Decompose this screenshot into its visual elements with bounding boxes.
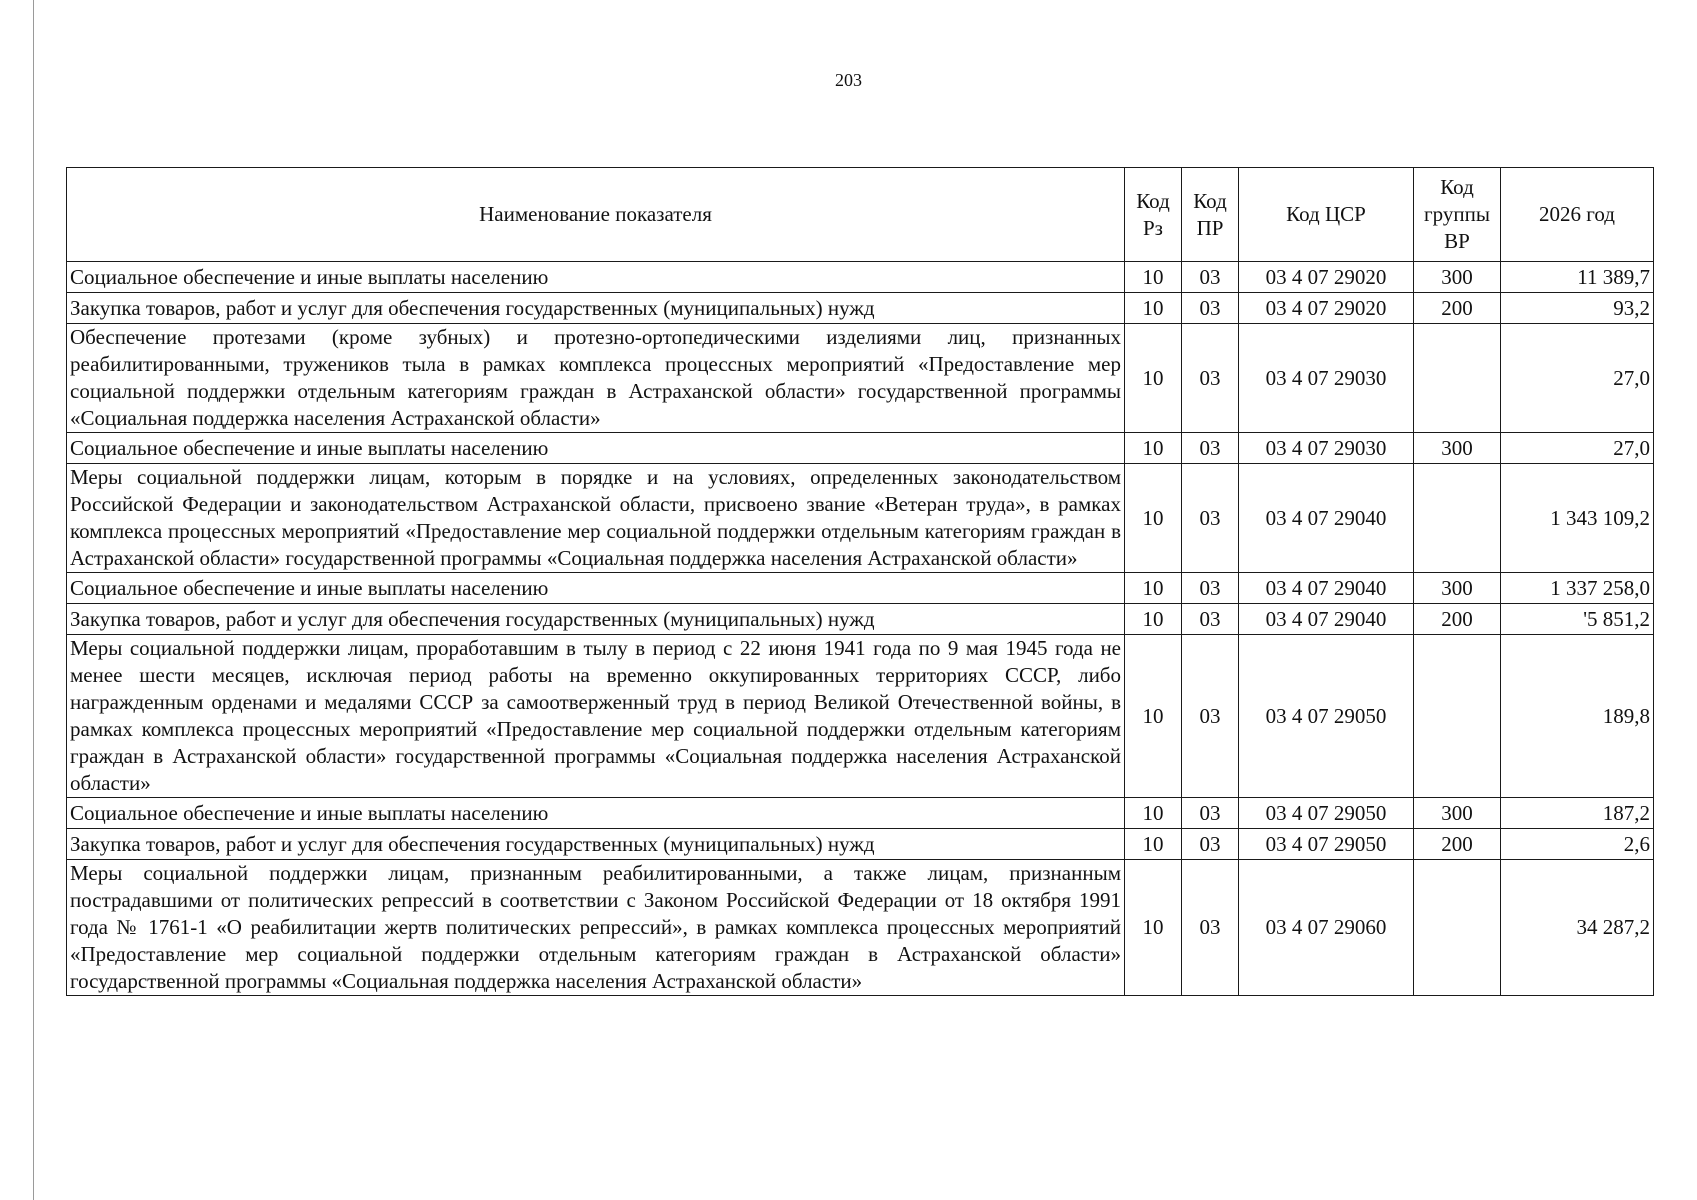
cell-name: Социальное обеспечение и иные выплаты населению (67, 262, 1125, 293)
cell-name: Меры социальной поддержки лицам, которым в порядке и на условиях, определенных законодательством Российской Федерации и законодательством Астраханской области, присвоено звание «Ветеран труда», в рамках комплекса процессных мероприятий «Предоставление мер социальной поддержки отдельным категориям граждан в Астраханской области» государственной программы «Социальная поддержка населения Астраханской области» (67, 464, 1125, 573)
cell-rz: 10 (1125, 635, 1182, 798)
table-row (67, 860, 1654, 996)
cell-amount: 27,0 (1501, 433, 1654, 464)
cell-name: Закупка товаров, работ и услуг для обеспечения государственных (муниципальных) нужд (67, 829, 1125, 860)
cell-vr: 200 (1414, 829, 1501, 860)
cell-name: Социальное обеспечение и иные выплаты населению (67, 798, 1125, 829)
cell-rz: 10 (1125, 860, 1182, 996)
table-row (67, 464, 1654, 573)
cell-amount: 34 287,2 (1501, 860, 1654, 996)
table-row (67, 635, 1654, 798)
table-row (67, 293, 1654, 324)
page-number: 203 (835, 70, 862, 90)
cell-csr: 03 4 07 29020 (1239, 293, 1414, 324)
header-name: Наименование показателя (67, 168, 1125, 262)
cell-rz: 10 (1125, 604, 1182, 635)
table-row (67, 798, 1654, 829)
cell-vr: 300 (1414, 262, 1501, 293)
table-row (67, 324, 1654, 433)
header-vr: Код группы ВР (1414, 168, 1501, 262)
table-row (67, 604, 1654, 635)
cell-csr: 03 4 07 29050 (1239, 635, 1414, 798)
header-csr: Код ЦСР (1239, 168, 1414, 262)
cell-pr: 03 (1182, 635, 1239, 798)
cell-pr: 03 (1182, 324, 1239, 433)
scan-margin-line (33, 0, 34, 1200)
cell-pr: 03 (1182, 604, 1239, 635)
cell-vr (1414, 635, 1501, 798)
cell-name: Закупка товаров, работ и услуг для обеспечения государственных (муниципальных) нужд (67, 604, 1125, 635)
cell-rz: 10 (1125, 324, 1182, 433)
table-row (67, 573, 1654, 604)
table-header-row (67, 168, 1654, 262)
cell-csr: 03 4 07 29050 (1239, 798, 1414, 829)
cell-amount: 27,0 (1501, 324, 1654, 433)
table-row (67, 829, 1654, 860)
cell-pr: 03 (1182, 464, 1239, 573)
cell-name: Социальное обеспечение и иные выплаты населению (67, 433, 1125, 464)
cell-rz: 10 (1125, 573, 1182, 604)
cell-amount: 189,8 (1501, 635, 1654, 798)
cell-name: Обеспечение протезами (кроме зубных) и протезно-ортопедическими изделиями лиц, признанных реабилитированными, тружеников тыла в рамках комплекса процессных мероприятий «Предоставление мер социальной поддержки отдельным категориям граждан в Астраханской области» государственной программы «Социальная поддержка населения Астраханской области» (67, 324, 1125, 433)
cell-amount: 2,6 (1501, 829, 1654, 860)
cell-csr: 03 4 07 29020 (1239, 262, 1414, 293)
cell-pr: 03 (1182, 262, 1239, 293)
cell-pr: 03 (1182, 860, 1239, 996)
cell-csr: 03 4 07 29040 (1239, 464, 1414, 573)
cell-rz: 10 (1125, 262, 1182, 293)
cell-pr: 03 (1182, 573, 1239, 604)
cell-vr: 200 (1414, 293, 1501, 324)
header-pr: Код ПР (1182, 168, 1239, 262)
header-rz: Код Рз (1125, 168, 1182, 262)
cell-vr (1414, 464, 1501, 573)
cell-amount: '5 851,2 (1501, 604, 1654, 635)
cell-vr: 300 (1414, 573, 1501, 604)
cell-name: Меры социальной поддержки лицам, признанным реабилитированными, а также лицам, признанным пострадавшими от политических репрессий в соответствии с Законом Российской Федерации от 18 октября 1991 года № 1761-1 «О реабилитации жертв политических репрессий», в рамках комплекса процессных мероприятий «Предоставление мер социальной поддержки отдельным категориям граждан в Астраханской области» государственной программы «Социальная поддержка населения Астраханской области» (67, 860, 1125, 996)
cell-name: Закупка товаров, работ и услуг для обеспечения государственных (муниципальных) нужд (67, 293, 1125, 324)
header-year: 2026 год (1501, 168, 1654, 262)
cell-csr: 03 4 07 29040 (1239, 573, 1414, 604)
cell-vr: 300 (1414, 433, 1501, 464)
cell-amount: 1 343 109,2 (1501, 464, 1654, 573)
cell-csr: 03 4 07 29050 (1239, 829, 1414, 860)
cell-csr: 03 4 07 29040 (1239, 604, 1414, 635)
cell-amount: 11 389,7 (1501, 262, 1654, 293)
cell-amount: 187,2 (1501, 798, 1654, 829)
cell-pr: 03 (1182, 798, 1239, 829)
cell-rz: 10 (1125, 798, 1182, 829)
table-row (67, 262, 1654, 293)
cell-rz: 10 (1125, 829, 1182, 860)
cell-vr: 300 (1414, 798, 1501, 829)
cell-csr: 03 4 07 29030 (1239, 433, 1414, 464)
cell-pr: 03 (1182, 433, 1239, 464)
cell-rz: 10 (1125, 293, 1182, 324)
cell-amount: 1 337 258,0 (1501, 573, 1654, 604)
cell-vr (1414, 324, 1501, 433)
cell-pr: 03 (1182, 829, 1239, 860)
cell-name: Социальное обеспечение и иные выплаты населению (67, 573, 1125, 604)
cell-vr (1414, 860, 1501, 996)
cell-csr: 03 4 07 29030 (1239, 324, 1414, 433)
table-row (67, 433, 1654, 464)
cell-csr: 03 4 07 29060 (1239, 860, 1414, 996)
cell-rz: 10 (1125, 433, 1182, 464)
cell-amount: 93,2 (1501, 293, 1654, 324)
cell-vr: 200 (1414, 604, 1501, 635)
cell-rz: 10 (1125, 464, 1182, 573)
cell-name: Меры социальной поддержки лицам, проработавшим в тылу в период с 22 июня 1941 года по 9 мая 1945 года не менее шести месяцев, исключая период работы на временно оккупированных территориях СССР, либо награжденным орденами и медалями СССР за самоотверженный труд в период Великой Отечественной войны, в рамках комплекса процессных мероприятий «Предоставление мер социальной поддержки отдельным категориям граждан в Астраханской области» государственной программы «Социальная поддержка населения Астраханской области» (67, 635, 1125, 798)
cell-pr: 03 (1182, 293, 1239, 324)
budget-table (66, 167, 1654, 996)
